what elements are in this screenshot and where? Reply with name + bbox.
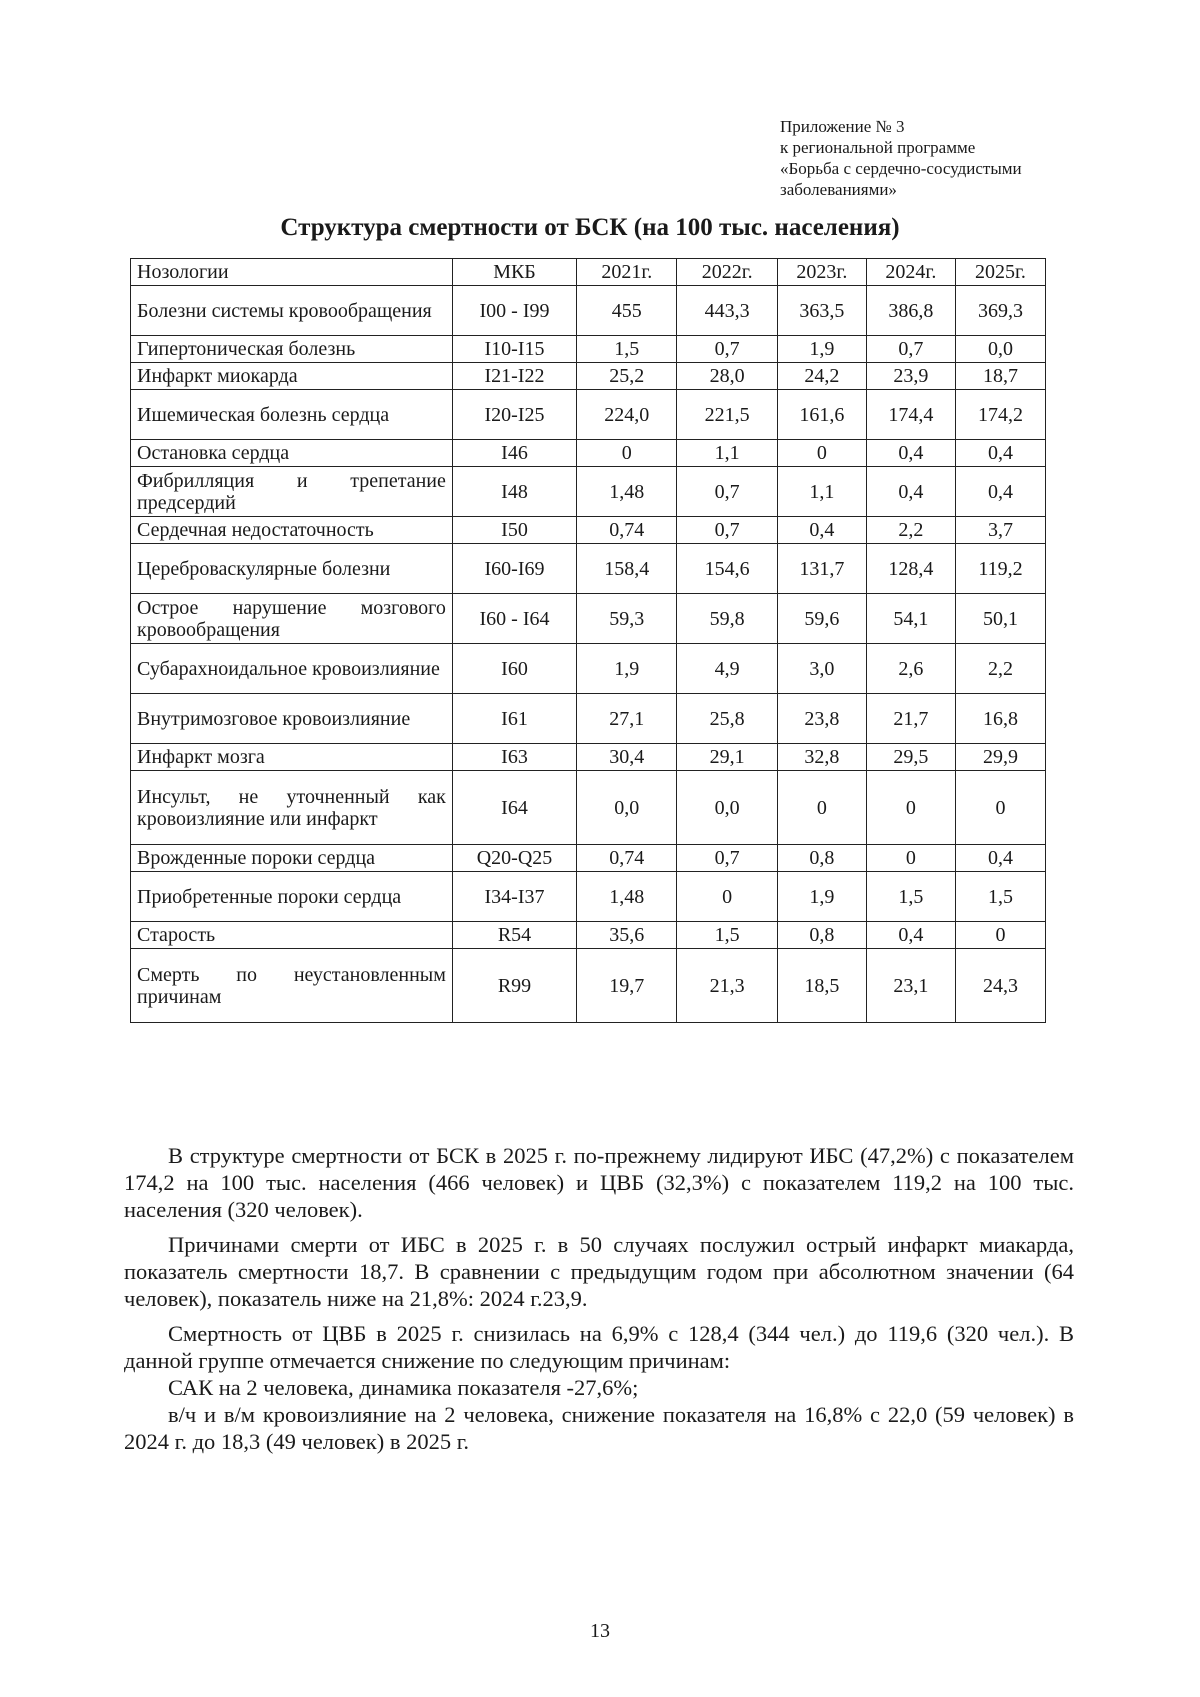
value-cell: 0,4 [955, 467, 1045, 517]
table-row [131, 594, 1046, 644]
nosology-cell: Фибрилляция и трепетание предсердий [131, 467, 453, 517]
value-cell: 28,0 [677, 363, 777, 390]
table-row [131, 845, 1046, 872]
value-cell: 1,5 [955, 872, 1045, 922]
value-cell: 2,2 [955, 644, 1045, 694]
value-cell: 0 [866, 845, 955, 872]
column-header: Нозологии [131, 259, 453, 286]
icd-code-cell: I61 [452, 694, 576, 744]
paragraph: Смертность от ЦВБ в 2025 г. снизилась на 6,9% с 128,4 (344 чел.) до 119,6 (320 чел.). В данной группе отмечается снижение по следующим причинам: [124, 1321, 1074, 1373]
table-row [131, 363, 1046, 390]
value-cell: 29,5 [866, 744, 955, 771]
value-cell: 224,0 [577, 390, 677, 440]
nosology-cell: Гипертоническая болезнь [131, 336, 453, 363]
table-row [131, 517, 1046, 544]
value-cell: 0 [777, 771, 866, 845]
table-header-row [131, 259, 1046, 286]
appendix-note [780, 116, 1120, 200]
value-cell: 3,7 [955, 517, 1045, 544]
value-cell: 119,2 [955, 544, 1045, 594]
value-cell: 0 [677, 872, 777, 922]
value-cell: 3,0 [777, 644, 866, 694]
value-cell: 18,5 [777, 949, 866, 1023]
nosology-cell: Остановка сердца [131, 440, 453, 467]
value-cell: 386,8 [866, 286, 955, 336]
value-cell: 0,8 [777, 922, 866, 949]
table-row [131, 336, 1046, 363]
table-title: Структура смертности от БСК (на 100 тыс. населения) [280, 214, 900, 241]
nosology-cell: Субарахноидальное кровоизлияние [131, 644, 453, 694]
value-cell: 0,8 [777, 845, 866, 872]
paragraph: САК на 2 человека, динамика показателя -27,6%; [168, 1375, 639, 1400]
value-cell: 1,1 [777, 467, 866, 517]
value-cell: 0 [777, 440, 866, 467]
value-cell: 0,4 [866, 440, 955, 467]
table-row [131, 949, 1046, 1023]
value-cell: 0,7 [677, 845, 777, 872]
value-cell: 443,3 [677, 286, 777, 336]
appendix-line: заболеваниями» [780, 180, 897, 199]
value-cell: 32,8 [777, 744, 866, 771]
value-cell: 0,4 [866, 467, 955, 517]
appendix-line: «Борьба с сердечно-сосудистыми [780, 159, 1022, 178]
value-cell: 21,7 [866, 694, 955, 744]
value-cell: 18,7 [955, 363, 1045, 390]
value-cell: 455 [577, 286, 677, 336]
nosology-cell: Врожденные пороки сердца [131, 845, 453, 872]
value-cell: 27,1 [577, 694, 677, 744]
table-row [131, 872, 1046, 922]
value-cell: 1,5 [866, 872, 955, 922]
value-cell: 25,8 [677, 694, 777, 744]
value-cell: 0,4 [866, 922, 955, 949]
value-cell: 174,4 [866, 390, 955, 440]
icd-code-cell: I60-I69 [452, 544, 576, 594]
value-cell: 16,8 [955, 694, 1045, 744]
value-cell: 21,3 [677, 949, 777, 1023]
table-row [131, 694, 1046, 744]
value-cell: 29,9 [955, 744, 1045, 771]
value-cell: 24,3 [955, 949, 1045, 1023]
value-cell: 0,7 [677, 336, 777, 363]
value-cell: 131,7 [777, 544, 866, 594]
value-cell: 0,0 [577, 771, 677, 845]
value-cell: 0,0 [955, 336, 1045, 363]
value-cell: 1,5 [577, 336, 677, 363]
value-cell: 1,9 [777, 336, 866, 363]
value-cell: 59,8 [677, 594, 777, 644]
table-row [131, 922, 1046, 949]
value-cell: 19,7 [577, 949, 677, 1023]
icd-code-cell: I50 [452, 517, 576, 544]
value-cell: 2,2 [866, 517, 955, 544]
table-row [131, 644, 1046, 694]
icd-code-cell: R54 [452, 922, 576, 949]
table-row [131, 390, 1046, 440]
icd-code-cell: R99 [452, 949, 576, 1023]
icd-code-cell: I46 [452, 440, 576, 467]
icd-code-cell: I34-I37 [452, 872, 576, 922]
value-cell: 0,0 [677, 771, 777, 845]
value-cell: 23,9 [866, 363, 955, 390]
value-cell: 0,4 [955, 845, 1045, 872]
value-cell: 23,1 [866, 949, 955, 1023]
value-cell: 0,4 [777, 517, 866, 544]
icd-code-cell: I00 - I99 [452, 286, 576, 336]
icd-code-cell: I10-I15 [452, 336, 576, 363]
nosology-cell: Цереброваскулярные болезни [131, 544, 453, 594]
mortality-table [130, 258, 1046, 1023]
icd-code-cell: I48 [452, 467, 576, 517]
value-cell: 161,6 [777, 390, 866, 440]
value-cell: 0 [577, 440, 677, 467]
value-cell: 29,1 [677, 744, 777, 771]
value-cell: 59,6 [777, 594, 866, 644]
table-row [131, 771, 1046, 845]
nosology-cell: Старость [131, 922, 453, 949]
value-cell: 0 [955, 922, 1045, 949]
value-cell: 1,9 [777, 872, 866, 922]
value-cell: 0,7 [677, 517, 777, 544]
value-cell: 369,3 [955, 286, 1045, 336]
value-cell: 174,2 [955, 390, 1045, 440]
table-body [131, 286, 1046, 1023]
paragraph: Причинами смерти от ИБС в 2025 г. в 50 случаях послужил острый инфаркт миакарда, показатель смертности 18,7. В сравнении с предыдущим годом при абсолютном значении (64 человек), показатель ниже на 21,8%: 2024 г.23,9. [124, 1232, 1074, 1311]
appendix-line: Приложение № 3 [780, 117, 905, 136]
column-header: 2025г. [955, 259, 1045, 286]
value-cell: 1,1 [677, 440, 777, 467]
column-header: 2021г. [577, 259, 677, 286]
value-cell: 35,6 [577, 922, 677, 949]
nosology-cell: Смерть по неустановленным причинам [131, 949, 453, 1023]
value-cell: 158,4 [577, 544, 677, 594]
table-row [131, 286, 1046, 336]
value-cell: 2,6 [866, 644, 955, 694]
icd-code-cell: I21-I22 [452, 363, 576, 390]
value-cell: 0 [955, 771, 1045, 845]
value-cell: 50,1 [955, 594, 1045, 644]
value-cell: 0,7 [866, 336, 955, 363]
column-header: 2024г. [866, 259, 955, 286]
nosology-cell: Сердечная недостаточность [131, 517, 453, 544]
nosology-cell: Инфаркт мозга [131, 744, 453, 771]
icd-code-cell: I60 - I64 [452, 594, 576, 644]
value-cell: 1,5 [677, 922, 777, 949]
value-cell: 1,9 [577, 644, 677, 694]
table-row [131, 467, 1046, 517]
body-text [124, 1142, 1074, 1463]
value-cell: 30,4 [577, 744, 677, 771]
page-number: 13 [590, 1620, 610, 1642]
nosology-cell: Приобретенные пороки сердца [131, 872, 453, 922]
table-row [131, 544, 1046, 594]
value-cell: 1,48 [577, 467, 677, 517]
value-cell: 0 [866, 771, 955, 845]
value-cell: 0,7 [677, 467, 777, 517]
nosology-cell: Инфаркт миокарда [131, 363, 453, 390]
value-cell: 54,1 [866, 594, 955, 644]
table-row [131, 440, 1046, 467]
value-cell: 24,2 [777, 363, 866, 390]
column-header: 2022г. [677, 259, 777, 286]
paragraph: В структуре смертности от БСК в 2025 г. по-прежнему лидируют ИБС (47,2%) с показателем 174,2 на 100 тыс. населения (466 человек) и ЦВБ (32,3%) с показателем 119,2 на 100 тыс. населения (320 человек). [124, 1143, 1074, 1222]
paragraph: в/ч и в/м кровоизлияние на 2 человека, снижение показателя на 16,8% с 22,0 (59 человек) в 2024 г. до 18,3 (49 человек) в 2025 г. [124, 1402, 1074, 1454]
icd-code-cell: Q20-Q25 [452, 845, 576, 872]
icd-code-cell: I64 [452, 771, 576, 845]
value-cell: 0,74 [577, 517, 677, 544]
icd-code-cell: I20-I25 [452, 390, 576, 440]
value-cell: 59,3 [577, 594, 677, 644]
icd-code-cell: I60 [452, 644, 576, 694]
appendix-line: к региональной программе [780, 138, 976, 157]
value-cell: 23,8 [777, 694, 866, 744]
value-cell: 25,2 [577, 363, 677, 390]
column-header: 2023г. [777, 259, 866, 286]
value-cell: 363,5 [777, 286, 866, 336]
value-cell: 128,4 [866, 544, 955, 594]
value-cell: 0,74 [577, 845, 677, 872]
nosology-cell: Болезни системы кровообращения [131, 286, 453, 336]
nosology-cell: Инсульт, не уточненный как кровоизлияние или инфаркт [131, 771, 453, 845]
table-row [131, 744, 1046, 771]
value-cell: 221,5 [677, 390, 777, 440]
value-cell: 0,4 [955, 440, 1045, 467]
nosology-cell: Внутримозговое кровоизлияние [131, 694, 453, 744]
icd-code-cell: I63 [452, 744, 576, 771]
value-cell: 1,48 [577, 872, 677, 922]
nosology-cell: Ишемическая болезнь сердца [131, 390, 453, 440]
nosology-cell: Острое нарушение мозгового кровообращения [131, 594, 453, 644]
value-cell: 4,9 [677, 644, 777, 694]
value-cell: 154,6 [677, 544, 777, 594]
column-header: МКБ [452, 259, 576, 286]
